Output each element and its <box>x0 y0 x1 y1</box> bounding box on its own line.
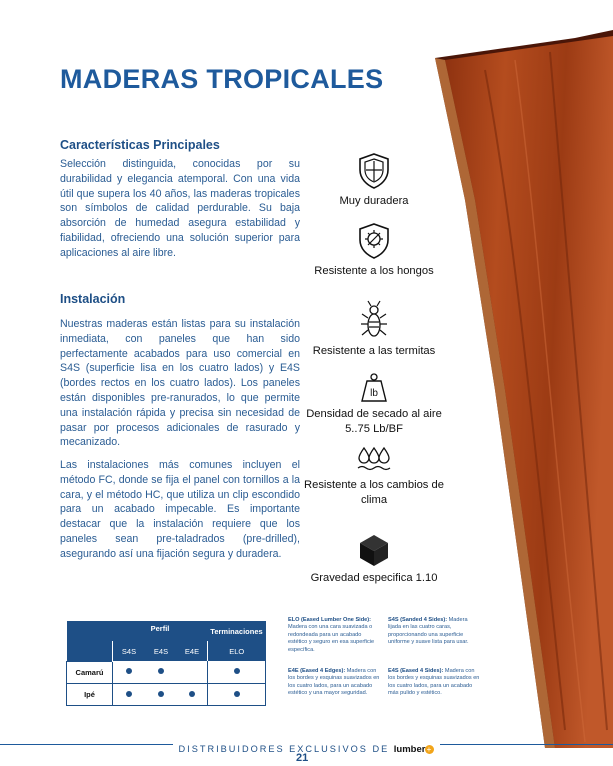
table-row <box>67 683 266 705</box>
table-column-header-row <box>67 641 266 661</box>
table-cell <box>208 683 266 705</box>
legend-text: Madera con una cara suavizada o redondeada para un acabado estético y seguro en esa superficie específica. <box>288 624 375 653</box>
table-cell <box>145 683 177 705</box>
lumber-logo-plus: + <box>426 745 434 755</box>
check-dot-icon <box>234 668 240 674</box>
legend-title: E4S (Eased 4 Sides): <box>388 668 444 674</box>
lumber-logo: lumber <box>393 744 426 755</box>
feature-label: Resistente a los hongos <box>314 265 434 277</box>
shield-icon <box>357 152 391 190</box>
legend-e4s <box>388 668 482 698</box>
table-group-header-row <box>67 621 266 641</box>
feature-label: Resistente a los cambios de clima <box>304 479 444 506</box>
table-cell <box>145 661 177 683</box>
termite-icon <box>359 300 389 340</box>
feature-label: Resistente a las termitas <box>312 345 436 357</box>
weight-lb-icon <box>359 373 389 403</box>
water-drops-icon <box>356 446 392 474</box>
column-header: ELO <box>229 646 245 656</box>
page-number: 21 <box>296 752 309 764</box>
features-paragraph: Selección distinguida, conocidas por su durabilidad y elegancia atemporal. Con una vida útil que supera los 40 años, las maderas tropicales son símbolos de calidad perdurable. Su baja absorción de humedad asegura estabilidad y fiabilidad, ofreciendo una solución superior para aplicaciones al aire libre. <box>60 158 300 259</box>
feature-fungus <box>304 222 444 279</box>
feature-density <box>304 373 444 437</box>
feature-label: Gravedad especifica 1.10 <box>310 572 438 584</box>
group-header-profile: Perfil <box>150 624 170 633</box>
check-dot-icon <box>234 691 240 697</box>
table-cell <box>177 661 208 683</box>
check-dot-icon <box>189 691 195 697</box>
row-label: Ipé <box>67 683 113 705</box>
installation-heading: Instalación <box>60 292 126 306</box>
legend-s4s <box>388 617 482 647</box>
feature-gravity <box>304 533 444 586</box>
table-cell <box>208 661 266 683</box>
feature-climate <box>304 446 444 508</box>
fungus-shield-icon <box>357 222 391 260</box>
features-heading: Características Principales <box>60 138 220 152</box>
table-row <box>67 661 266 683</box>
check-dot-icon <box>126 668 132 674</box>
group-header-finish: Terminaciones <box>210 627 263 636</box>
column-header: S4S <box>121 646 137 656</box>
page-title: MADERAS TROPICALES <box>60 64 384 94</box>
column-header: E4S <box>153 646 169 656</box>
check-dot-icon <box>158 691 164 697</box>
legend-elo <box>288 617 382 654</box>
legend-title: E4E (Eased 4 Edges): <box>288 668 346 674</box>
check-dot-icon <box>158 668 164 674</box>
legend-title: ELO (Eased Lumber One Side): <box>288 617 371 623</box>
installation-paragraph-1: Nuestras maderas están listas para su instalación inmediata, con paneles que han sido perfectamente acabados para uso comercial en S4S (superficie lisa en los cuatro lados) y E4S (bordes rectos en los cuatro lados). Los paneles están disponibles pre-ranurados, lo que permite una instalación rápida y precisa sin necesidad de pasar por procesos adicionales de rasurado y mecanizado. <box>60 318 300 449</box>
check-dot-icon <box>126 691 132 697</box>
legend-text: Madera con los bordes y esquinas suavizados en los cuatro lados, para un acabado más pulido y estético. <box>388 668 480 697</box>
table-cell <box>113 661 146 683</box>
table-cell <box>177 683 208 705</box>
legend-e4e <box>288 668 382 698</box>
svg-text:lb: lb <box>370 388 378 399</box>
feature-durable <box>304 152 444 209</box>
cube-icon <box>358 533 390 567</box>
footer-text: DISTRIBUIDORES EXCLUSIVOS DE <box>178 744 390 754</box>
legend-title: S4S (Sanded 4 Sides): <box>388 617 448 623</box>
legend-text: Madera lijada en las cuatro caras, proporcionando una superficie uniforme y suave lista para usar. <box>388 617 469 646</box>
feature-label: Muy duradera <box>339 195 409 207</box>
row-label: Camarú <box>67 661 113 683</box>
profile-table <box>66 621 266 706</box>
table-cell <box>113 683 146 705</box>
feature-label: Densidad de secado al aire 5..75 Lb/BF <box>306 408 442 435</box>
installation-paragraph-2: Las instalaciones más comunes incluyen el método FC, donde se fija el panel con tornillos a la cara, y el método HC, que utiliza un clip escondido para un acabado impecable. Es importante destacar que la instalación requiere que los paneles sean pre-taladrados (pre-drilled), asegurando así una fijación segura y duradera. <box>60 459 300 560</box>
legend-text: Madera con los bordes y esquinas suavizados en los cuatro lados, para un acabado estético y una mayor seguridad. <box>288 668 380 697</box>
column-header: E4E <box>177 641 208 661</box>
feature-termites <box>304 300 444 359</box>
